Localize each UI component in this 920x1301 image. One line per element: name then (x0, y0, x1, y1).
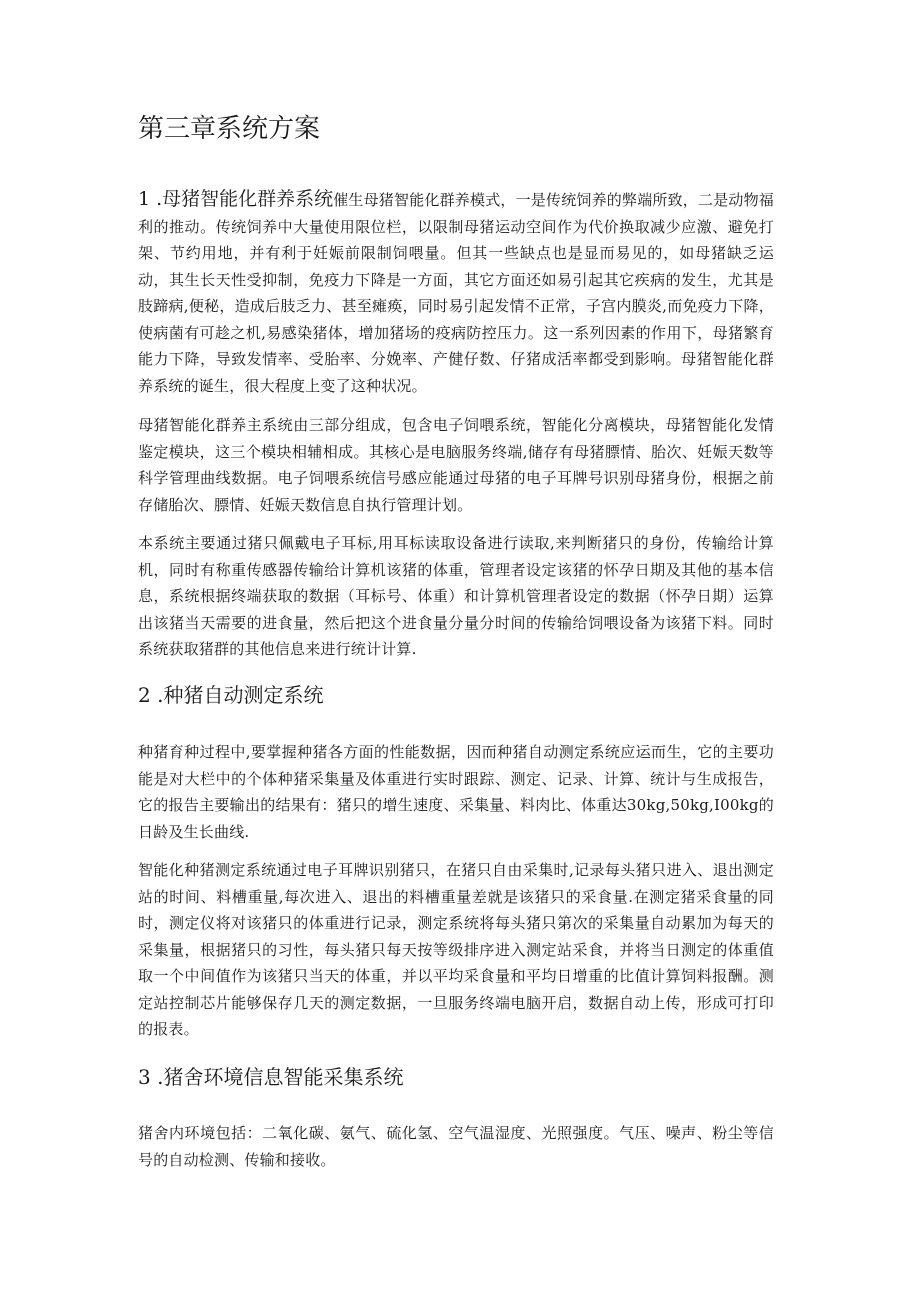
section-1-intro-paragraph (138, 186, 774, 399)
section-2-heading: 2 .种猪自动测定系统 (138, 683, 324, 707)
chapter-title: 第三章系统方案 (138, 114, 321, 144)
section-2-paragraph-2: 智能化种猪测定系统通过电子耳牌识别猪只，在猪只自由采集时,记录每头猪只进入、退出测定站的时间、料槽重量,每次进入、退出的料槽重量差就是该猪只的采食量.在测定猪采食量的同时，测定仪将对该猪只的体重进行记录，测定系统将每头猪只第次的采集量自动累加为每天的采集量，根据猪只的习性，每头猪只每天按等级排序进入测定站采食，并将当日测定的体重值取一个中间值作为该猪只当天的体重，并以平均采食量和平均日增重的比值计算饲料报酬。测定站控制芯片能够保存几天的测定数据，一旦服务终端电脑开启，数据自动上传，形成可打印的报表。 (138, 861, 774, 1038)
section-1-paragraph-2: 母猪智能化群养主系统由三部分组成，包含电子饲喂系统，智能化分离模块，母猪智能化发情鉴定模块，这三个模块相辅相成。其核心是电脑服务终端,储存有母猪膘情、胎次、妊娠天数等科学管理曲线数据。电子饲喂系统信号感应能通过母猪的电子耳牌号识别母猪身份，根据之前存储胎次、膘情、妊娠天数信息自执行管理计划。 (138, 416, 774, 514)
section-1-heading: 1 .母猪智能化群养系统 (138, 188, 334, 210)
section-1-paragraph-3: 本系统主要通过猪只佩戴电子耳标,用耳标读取设备进行读取,来判断猪只的身份，传输给计算机，同时有称重传感器传输给计算机该猪的体重，管理者设定该猪的怀孕日期及其他的基本信息，系统根据终端获取的数据（耳标号、体重）和计算机管理者设定的数据（怀孕日期）运算出该猪当天需要的进食量，然后把这个进食量分量分时间的传输给饲喂设备为该猪下料。同时系统获取猪群的其他信息来进行统计计算. (138, 534, 774, 658)
section-1-paragraph-1-text: 催生母猪智能化群养模式，一是传统饲养的弊端所致，二是动物福利的推动。传统饲养中大量使用限位栏，以限制母猪运动空间作为代价换取减少应激、避免打架、节约用地，并有利于妊娠前限制饲喂量。但其一些缺点也是显而易见的，如母猪缺乏运动，其生长天性受抑制，免疫力下降是一方面，其它方面还如易引起其它疾病的发生，尤其是肢蹄病,便秘，造成后肢乏力、甚至瘫痪，同时易引起发情不正常，子宫内膜炎,而免疫力下降，使病菌有可趁之机,易感染猪体，增加猪场的疫病防控压力。这一系列因素的作用下，母猪繁育能力下降，导致发情率、受胎率、分娩率、产健仔数、仔猪成活率都受到影响。母猪智能化群养系统的诞生，很大程度上变了这种状况。 (138, 191, 775, 395)
section-3-paragraph-1: 猪舍内环境包括：二氧化碳、氨气、硫化氢、空气温湿度、光照强度。气压、噪声、粉尘等信号的自动检测、传输和接收。 (138, 1124, 774, 1169)
section-2-paragraph-1: 种猪育种过程中,要掌握种猪各方面的性能数据，因而种猪自动测定系统应运而生，它的主要功能是对大栏中的个体种猪采集量及体重进行实时跟踪、测定、记录、计算、统计与生成报告，它的报告主要输出的结果有：猪只的增生速度、采集量、料肉比、体重达30kg,50kg,I00kg的日龄及生长曲线. (138, 743, 774, 841)
section-3-heading: 3 .猪舍环境信息智能采集系统 (138, 1065, 404, 1089)
